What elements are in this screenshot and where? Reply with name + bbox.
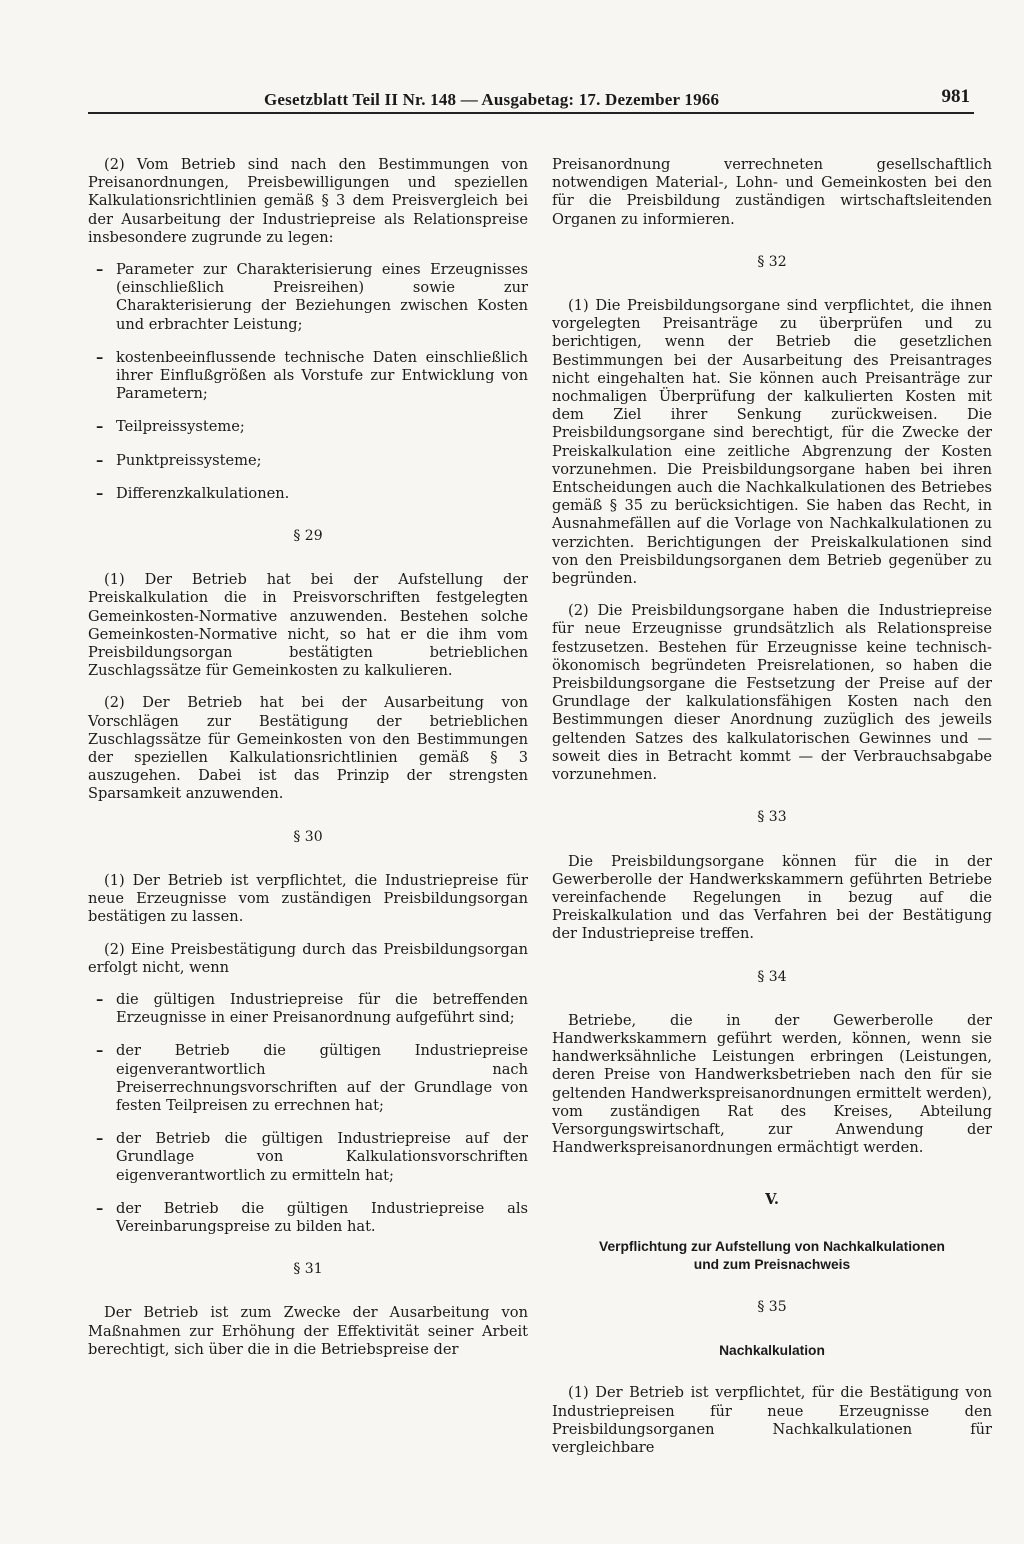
paragraph-31: Der Betrieb ist zum Zwecke der Ausarbeitung von Maßnahmen zur Erhöhung der Effektivität seiner Arbeit berechtigt, sich über die in die Betriebspreise der bbox=[88, 1304, 528, 1358]
chapter-heading-line: Verpflichtung zur Aufstellung von Nachkalkulationen bbox=[599, 1238, 945, 1254]
section-heading-29: § 29 bbox=[293, 528, 323, 545]
paragraph-29-2: (2) Der Betrieb hat bei der Ausarbeitung von Vorschlägen zur Bestätigung der betrieblichen Zuschlagssätze für Gemeinkosten von den Bestimmungen der speziellen Kalkulationsrichtlinien gemäß § 3 auszugehen. Dabei ist das Prinzip der strengsten Sparsamkeit anzuwenden. bbox=[88, 694, 528, 803]
chapter-number: V. bbox=[765, 1191, 779, 1209]
section-heading-33: § 33 bbox=[757, 809, 787, 826]
paragraph-32-2: (2) Die Preisbildungsorgane haben die Industriepreise für neue Erzeugnisse grundsätzlich als Relationspreise festzusetzen. Bestehen für Erzeugnisse keine technisch-ökonomisch begründeten Preisrelationen, so haben die Preisbildungsorgane die Festsetzung der Preise auf der Grundlage der kalkulationsfähigen Kosten nach den Bestimmungen dieser Anordnung zuzüglich des jeweils geltenden Satzes des kalkulatorischen Gewinnes und — soweit dies in Betracht kommt — der Verbrauchsabgabe vorzunehmen. bbox=[552, 602, 992, 784]
list-item: – Punktpreissysteme; bbox=[88, 452, 528, 470]
chapter-heading-line: und zum Preisnachweis bbox=[693, 1256, 851, 1272]
list-item: – der Betrieb die gültigen Industriepreise als Vereinbarungspreise zu bilden hat. bbox=[88, 1200, 528, 1236]
right-column bbox=[552, 156, 992, 1471]
list-item: – Teilpreissysteme; bbox=[88, 418, 528, 436]
paragraph-34: Betriebe, die in der Gewerberolle der Handwerkskammern geführt werden, können, wenn sie handwerksähnliche Leistungen erbringen (Leistungen, deren Preise von Handwerksbetrieben nach den für sie geltenden Handwerkspreisanordnungen ermittelt werden), vom zuständigen Rat des Kreises, Abteilung Versorgungswirtschaft, zur Anwendung der Handwerkspreisanordnungen ermächtigt werden. bbox=[552, 1011, 992, 1157]
section-heading-35: § 35 bbox=[757, 1298, 787, 1315]
chapter-heading bbox=[552, 1238, 992, 1274]
page-number: 981 bbox=[941, 86, 970, 107]
list-item: – Differenzkalkulationen. bbox=[88, 485, 528, 503]
exception-list bbox=[88, 991, 528, 1236]
left-column bbox=[88, 156, 528, 1373]
section-heading-34: § 34 bbox=[757, 968, 787, 985]
section-heading-32: § 32 bbox=[757, 253, 787, 270]
section-heading-31: § 31 bbox=[293, 1261, 323, 1278]
paragraph-35-1: (1) Der Betrieb ist verpflichtet, für die Bestätigung von Industriepreisen für neue Erzeugnisse den Preisbildungsorganen Nachkalkulationen für vergleichbare bbox=[552, 1384, 992, 1456]
header-title: Gesetzblatt Teil II Nr. 148 — Ausgabetag: 17. Dezember 1966 bbox=[264, 90, 720, 109]
list-item: – der Betrieb die gültigen Industriepreise eigenverantwortlich nach Preiserrechnungsvorschriften auf der Grundlage von festen Teilpreisen zu errechnen hat; bbox=[88, 1042, 528, 1115]
relation-list bbox=[88, 261, 528, 503]
list-item: – kostenbeeinflussende technische Daten einschließlich ihrer Einflußgrößen als Vorstufe zur Entwicklung von Parametern; bbox=[88, 349, 528, 404]
list-item: – die gültigen Industriepreise für die betreffenden Erzeugnisse in einer Preisanordnung aufgeführt sind; bbox=[88, 991, 528, 1027]
paragraph-33: Die Preisbildungsorgane können für die in der Gewerberolle der Handwerkskammern geführten Betriebe vereinfachende Regelungen in bezug auf die Preiskalkulation und das Verfahren bei der Bestätigung der Industriepreise treffen. bbox=[552, 852, 992, 943]
list-item: – Parameter zur Charakterisierung eines Erzeugnisses (einschließlich Preisreihen) sowie zur Charakterisierung der Beziehungen zwischen Kosten und erbrachter Leistung; bbox=[88, 261, 528, 334]
paragraph-30-1: (1) Der Betrieb ist verpflichtet, die Industriepreise für neue Erzeugnisse vom zuständigen Preisbildungsorgan bestätigen zu lassen. bbox=[88, 871, 528, 926]
section-subheading: Nachkalkulation bbox=[719, 1343, 825, 1359]
paragraph-31-continued: Preisanordnung verrechneten gesellschaftlich notwendigen Material-, Lohn- und Gemeinkosten bei den für die Preisbildung zuständigen wirtschaftsleitenden Organen zu informieren. bbox=[552, 156, 992, 228]
page-header bbox=[88, 82, 974, 114]
section-heading-30: § 30 bbox=[293, 828, 323, 845]
list-item: – der Betrieb die gültigen Industriepreise auf der Grundlage von Kalkulationsvorschriften eigenverantwortlich zu ermitteln hat; bbox=[88, 1130, 528, 1185]
paragraph-30-2: (2) Eine Preisbestätigung durch das Preisbildungsorgan erfolgt nicht, wenn bbox=[88, 940, 528, 976]
paragraph-29-1: (1) Der Betrieb hat bei der Aufstellung der Preiskalkulation die in Preisvorschriften festgelegten Gemeinkosten-Normative anzuwenden. Bestehen solche Gemeinkosten-Normative nicht, so hat er die ihm vom Preisbildungsorgan bestätigten betrieblichen Zuschlagssätze für Gemeinkosten zu kalkulieren. bbox=[88, 571, 528, 680]
paragraph-32-1: (1) Die Preisbildungsorgane sind verpflichtet, die ihnen vorgelegten Preisanträge zu überprüfen und zu berichtigen, wenn der Betrieb die gesetzlichen Bestimmungen bei der Ausarbeitung des Preisantrages nicht eingehalten hat. Sie können auch Preisanträge zur nochmaligen Überprüfung der kalkulierten Kosten mit dem Ziel ihrer Senkung zurückweisen. Die Preisbildungsorgane sind berechtigt, für die Zwecke der Preiskalkulation eine zeitliche Abgrenzung der Kosten vorzunehmen. Die Preisbildungsorgane haben bei ihren Entscheidungen auch die Nachkalkulationen des Betriebes gemäß § 35 zu berücksichtigen. Sie haben das Recht, in Ausnahmefällen auf die Vorlage von Nachkalkulationen zu verzichten. Berichtigungen der Preiskalkulationen sind von den Preisbildungsorganen dem Betrieb gegenüber zu begründen. bbox=[552, 297, 992, 588]
paragraph-28-2: (2) Vom Betrieb sind nach den Bestimmungen von Preisanordnungen, Preisbewilligungen und speziellen Kalkulationsrichtlinien gemäß § 3 dem Preisvergleich bei der Ausarbeitung der Industriepreise als Relationspreise insbesondere zugrunde zu legen: bbox=[88, 156, 528, 246]
